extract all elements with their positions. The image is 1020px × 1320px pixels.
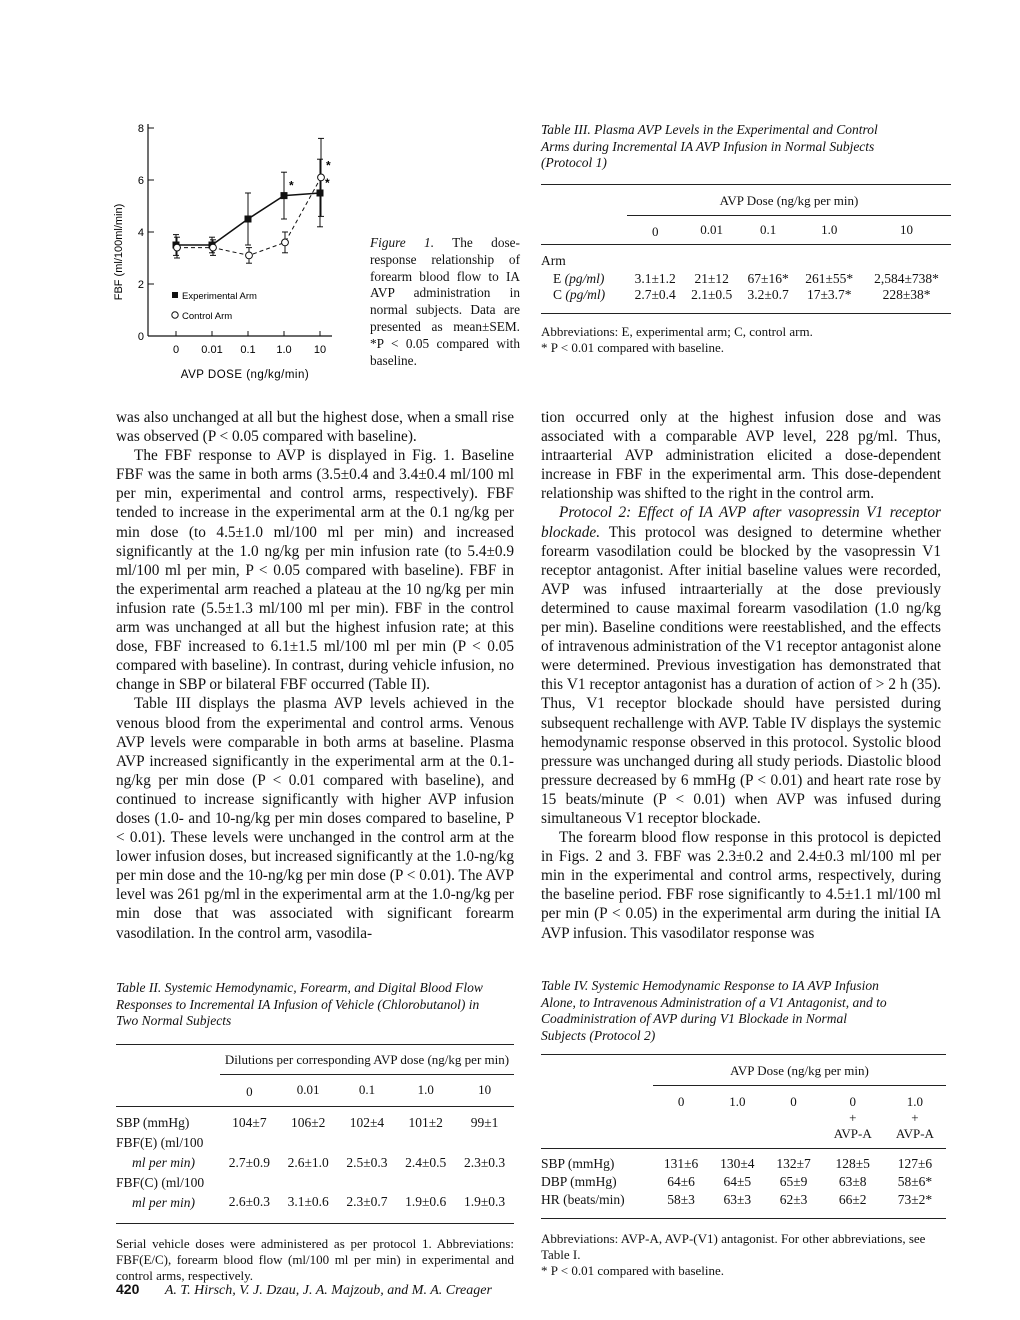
table-row bbox=[541, 287, 951, 314]
table-row bbox=[541, 1173, 946, 1191]
x-tick-label: 0 bbox=[172, 344, 180, 356]
row-label: C bbox=[553, 286, 563, 302]
table-4-caption: Table IV. Systemic Hemodynamic Response to IA AVP Infusion Alone, to Intravenous Administration of a V1 Antagonist, and to Coadministration of AVP during V1 Blockade in Normal Subjects (Protocol 2) bbox=[541, 978, 887, 1043]
table-cell: 66±2 bbox=[838, 1191, 867, 1207]
table-cell: 2.5±0.3 bbox=[346, 1154, 388, 1170]
left-column-text bbox=[116, 408, 514, 943]
table-2-dose: 1.0 bbox=[417, 1082, 434, 1097]
table-cell: 63±8 bbox=[838, 1174, 867, 1189]
table-4 bbox=[541, 978, 946, 1279]
y-tick-label: 8 bbox=[137, 123, 144, 135]
table-4-col-agent bbox=[653, 1126, 709, 1149]
experimental-data-point bbox=[281, 192, 288, 199]
table-cell: 2.3±0.7 bbox=[346, 1193, 388, 1209]
table-4-col-plus bbox=[709, 1110, 765, 1126]
table-cell: 3.2±0.7 bbox=[747, 286, 789, 302]
table-cell: 228±38* bbox=[882, 286, 931, 302]
table-3-grid bbox=[541, 184, 951, 324]
table-4-col-plus: + bbox=[849, 1110, 857, 1125]
table-row bbox=[541, 271, 951, 287]
experimental-data-point bbox=[317, 190, 324, 197]
control-data-point bbox=[318, 174, 325, 181]
y-tick-label: 0 bbox=[137, 331, 144, 343]
table-4-grid bbox=[541, 1054, 946, 1231]
figure-1-chart bbox=[100, 112, 365, 384]
table-3-dose: 0 bbox=[651, 223, 659, 239]
table-4-col-header: 1.0 bbox=[906, 1094, 924, 1109]
table-3-dose: 0.01 bbox=[700, 221, 724, 237]
table-2-dose: 0.01 bbox=[296, 1082, 320, 1097]
table-3-footnote: Abbreviations: E, experimental arm; C, control arm. bbox=[541, 323, 813, 339]
table-2-dose-row bbox=[116, 1074, 514, 1106]
x-tick-label: 1.0 bbox=[276, 344, 292, 356]
row-label: ml per min) bbox=[132, 1194, 195, 1210]
table-row bbox=[116, 1153, 514, 1173]
row-unit: (pg/ml) bbox=[565, 286, 606, 302]
table-cell: 58±6* bbox=[897, 1174, 933, 1189]
x-axis-label: AVP DOSE (ng/kg/min) bbox=[180, 369, 310, 381]
y-axis-label: FBF (ml/100ml/min) bbox=[113, 203, 125, 301]
table-4-col-top-row bbox=[541, 1086, 946, 1111]
table-cell: 127±6 bbox=[897, 1156, 933, 1171]
table-2-dose: 0 bbox=[246, 1083, 253, 1099]
table-2-grid bbox=[116, 1044, 514, 1236]
table-4-col-mid-row bbox=[541, 1110, 946, 1126]
y-tick-label: 4 bbox=[137, 227, 144, 239]
table-4-col-plus: + bbox=[911, 1110, 919, 1125]
table-4-col-header: 1.0 bbox=[729, 1094, 746, 1109]
table-cell: 2.6±1.0 bbox=[287, 1154, 329, 1170]
y-tick-label: 2 bbox=[137, 279, 144, 291]
running-authors: A. T. Hirsch, V. J. Dzau, J. A. Majzoub, and M. A. Creager bbox=[164, 1283, 492, 1298]
table-row bbox=[116, 1113, 514, 1133]
paragraph-text: This protocol was designed to determine whether forearm vasodilation could be blocked by the vasopressin V1 receptor antagonist. After initial baseline values were recorded, AVP was infused intraarterially at the dose previously determined to cause maximal forearm vasodilation (1.0 ng/kg per min). Baseline conditions were reestablished, and the effects of intravenous administration of the V1 receptor antagonist alone were determined. Previous investigation has demonstrated that this V1 receptor antagonist has a duration of action of > 2 h (35). Thus, V1 receptor blockade should have persisted during subsequent rechallenge with AVP. Table IV displays the systemic hemodynamic response observed in this protocol. Systolic blood pressure was unchanged during all study periods. Diastolic blood pressure decreased by 6 mmHg (P < 0.01) and heart rate rose by 15 beats/minute (P < 0.01) when AVP was infused during simultaneous V1 receptor blockade. bbox=[541, 523, 941, 827]
legend-filled-square-icon bbox=[172, 292, 178, 298]
table-2-caption: Table II. Systemic Hemodynamic, Forearm, and Digital Blood Flow Responses to Incremental IA Infusion of Vehicle (Chlorobutanol) in Two Normal Subjects bbox=[116, 980, 483, 1028]
paragraph: The forearm blood flow response in this protocol is depicted in Figs. 2 and 3. FBF was 2.3±0.2 and 2.4±0.3 ml/100 ml per min in the experimental and control arms, respectively, during the baseline period. FBF rose significantly to 4.5±1.1 ml/100 ml per min (P < 0.05) in the experimental arm during the initial IA AVP infusion. This vasodilator response was bbox=[541, 829, 941, 942]
table-3-dose: 10 bbox=[900, 221, 914, 237]
control-data-point bbox=[174, 244, 181, 251]
x-tick-label: 10 bbox=[313, 344, 327, 356]
table-3-arm-label: Arm bbox=[541, 252, 566, 268]
x-tick-label: 0.1 bbox=[240, 344, 256, 356]
table-cell: 1.9±0.3 bbox=[463, 1193, 506, 1209]
control-data-point bbox=[282, 239, 289, 246]
table-cell: 128±5 bbox=[835, 1156, 870, 1171]
figure-1-caption bbox=[370, 235, 520, 369]
table-cell: 2.1±0.5 bbox=[691, 286, 733, 302]
table-cell: 58±3 bbox=[667, 1191, 695, 1207]
row-label: E bbox=[553, 270, 562, 286]
table-cell: 104±7 bbox=[232, 1114, 267, 1130]
table-cell: 130±4 bbox=[720, 1156, 755, 1171]
table-row bbox=[541, 1155, 946, 1173]
table-cell: 2.7±0.9 bbox=[228, 1154, 270, 1170]
table-2-dose-header: Dilutions per corresponding AVP dose (ng/kg per min) bbox=[220, 1052, 514, 1075]
table-cell: 102±4 bbox=[349, 1114, 385, 1130]
table-4-dose-header: AVP Dose (ng/kg per min) bbox=[653, 1063, 946, 1086]
table-cell: 62±3 bbox=[779, 1191, 808, 1207]
table-3-caption: Table III. Plasma AVP Levels in the Experimental and Control Arms during Incremental IA AVP Infusion in Normal Subjects (Protocol 1) bbox=[541, 122, 878, 170]
paragraph: The FBF response to AVP is displayed in Fig. 1. Baseline FBF was the same in both arms (3.5±0.4 and 3.4±0.4 ml/100 ml per min, experimental and control arms, respectively). FBF tended to increase in the experimental arm at the 0.1 ng/kg per min dose (to 4.5±1.0 ml/100 ml per min) and increased significantly at the 1.0 ng/kg per min infusion rate (to 5.4±0.9 ml/100 ml per min, P < 0.05 compared with baseline). FBF in the experimental arm reached a plateau at the 10 ng/kg per min infusion rate (5.5±1.3 ml/100 ml per min). FBF in the control arm was unchanged at all but the highest infusion rate; at this dose, FBF increased to 6.1±1.5 ml/100 ml per min (P < 0.05 compared with baseline). In contrast, during vehicle infusion, no change in SBP or bilateral FBF occurred (Table II). bbox=[116, 447, 514, 694]
table-cell: 99±1 bbox=[470, 1114, 499, 1130]
table-4-col-agent bbox=[765, 1126, 821, 1149]
figure-1-caption-text: The dose-response relationship of forearm blood flow to IA AVP administration in normal subjects. Data are presented as mean±SEM. *P < 0.05 compared with baseline. bbox=[370, 235, 520, 368]
table-4-col-header: 0 bbox=[849, 1094, 856, 1109]
legend-experimental-label: Experimental Arm bbox=[182, 291, 257, 302]
control-data-point bbox=[246, 252, 253, 259]
table-cell: 65±9 bbox=[779, 1174, 808, 1189]
table-2 bbox=[116, 980, 514, 1284]
paragraph: was also unchanged at all but the highest dose, when a small rise was observed (P < 0.05 compared with baseline). bbox=[116, 409, 514, 446]
figure-1-caption-label: Figure 1. bbox=[370, 235, 435, 250]
legend bbox=[172, 291, 257, 322]
table-cell: 261±55* bbox=[805, 270, 854, 286]
table-4-col-agent bbox=[709, 1126, 765, 1149]
row-label: DBP (mmHg) bbox=[541, 1174, 617, 1189]
row-label: ml per min) bbox=[132, 1154, 195, 1170]
x-tick-label: 0.01 bbox=[201, 344, 223, 356]
table-row bbox=[541, 1191, 946, 1219]
table-cell: 106±2 bbox=[290, 1114, 326, 1130]
paragraph bbox=[541, 503, 941, 828]
legend-control-label: Control Arm bbox=[182, 311, 233, 322]
row-label: SBP (mmHg) bbox=[116, 1114, 190, 1130]
table-4-col-agent: AVP-A bbox=[895, 1126, 934, 1141]
table-cell: 17±3.7* bbox=[806, 286, 852, 302]
table-4-col-header: 0 bbox=[790, 1094, 797, 1109]
row-label: FBF(C) (ml/100 bbox=[116, 1174, 205, 1190]
table-4-col-bot-row bbox=[541, 1126, 946, 1149]
table-cell: 63±3 bbox=[723, 1191, 752, 1207]
table-cell: 1.9±0.6 bbox=[405, 1193, 447, 1209]
table-cell: 3.1±0.6 bbox=[287, 1193, 329, 1209]
row-label: SBP (mmHg) bbox=[541, 1156, 615, 1171]
table-cell: 132±7 bbox=[776, 1156, 811, 1171]
table-cell: 21±12 bbox=[694, 270, 729, 286]
significance-star: * bbox=[326, 158, 331, 173]
table-2-footnote: Serial vehicle doses were administered as per protocol 1. Abbreviations: FBF(E/C), forearm blood flow (ml/100 ml per min) in experimental and control arms, respectively. bbox=[116, 1235, 514, 1283]
right-column-text bbox=[541, 408, 941, 943]
table-2-dose: 10 bbox=[478, 1082, 492, 1097]
table-row bbox=[116, 1193, 514, 1224]
significance-star: * bbox=[325, 176, 330, 190]
table-3 bbox=[541, 122, 951, 356]
table-cell: 2,584±738* bbox=[874, 270, 939, 286]
table-cell: 131±6 bbox=[663, 1156, 699, 1171]
table-4-footnote: * P < 0.01 compared with baseline. bbox=[541, 1263, 725, 1278]
table-cell: 67±16* bbox=[747, 270, 789, 286]
table-cell: 73±2* bbox=[897, 1191, 933, 1207]
row-label: HR (beats/min) bbox=[541, 1192, 625, 1207]
row-label: FBF(E) (ml/100 bbox=[116, 1134, 204, 1150]
y-tick-label: 6 bbox=[137, 175, 144, 187]
paragraph: Table III displays the plasma AVP levels achieved in the venous blood from the experimental and control arms. Venous AVP levels were comparable in both arms at baseline. Plasma AVP increased significantly in the experimental arm at the 0.1-ng/kg per min dose (P < 0.01 compared with baseline), and continued to increase significantly with higher AVP infusion doses (1.0- and 10-ng/kg per min doses compared to baseline, P < 0.01). These levels were unchanged in the control arm at the lower infusion doses, but increased significantly at the 1.0-ng/kg per min dose and the 10-ng/kg per min dose (P < 0.01). The AVP level was 261 pg/ml in the experimental arm at the 1.0-ng/kg per min dose that was associated with significant forearm vasodilation. In the control arm, vasodila- bbox=[116, 695, 514, 942]
table-cell: 2.3±0.3 bbox=[463, 1154, 506, 1170]
table-cell: 2.6±0.3 bbox=[228, 1193, 270, 1209]
section-heading: Protocol 2: Effect of IA AVP after vasopressin V1 receptor blockade. bbox=[541, 504, 941, 541]
row-unit: (pg/ml) bbox=[564, 270, 605, 286]
table-3-footnote: * P < 0.01 compared with baseline. bbox=[541, 339, 725, 355]
page-footer bbox=[116, 1281, 492, 1299]
paragraph: tion occurred only at the highest infusion dose and was associated with a comparable AVP level, 228 pg/ml. Thus, intraarterial AVP administration elicited a dose-dependent increase in FBF in the experimental arm. This dose-dependent relationship was shifted to the right in the control arm. bbox=[541, 409, 941, 503]
experimental-data-point bbox=[245, 216, 252, 223]
table-4-footnote: Abbreviations: AVP-A, AVP-(V1) antagonist. For other abbreviations, see Table I. bbox=[541, 1231, 926, 1262]
table-cell: 2.7±0.4 bbox=[634, 286, 676, 302]
table-3-dose: 0.1 bbox=[760, 221, 777, 237]
table-3-dose-row bbox=[541, 215, 951, 244]
control-data-point bbox=[210, 244, 217, 251]
table-4-col-agent: AVP-A bbox=[833, 1126, 872, 1141]
table-3-dose-header: AVP Dose (ng/kg per min) bbox=[627, 193, 951, 216]
table-cell: 64±6 bbox=[667, 1174, 695, 1189]
table-2-dose: 0.1 bbox=[358, 1082, 376, 1097]
legend-open-circle-icon bbox=[172, 312, 178, 318]
table-cell: 2.4±0.5 bbox=[405, 1154, 447, 1170]
table-cell: 64±5 bbox=[723, 1174, 752, 1189]
figure-1 bbox=[100, 112, 365, 384]
table-4-col-plus bbox=[765, 1110, 821, 1126]
table-3-dose: 1.0 bbox=[821, 221, 838, 237]
table-cell: 101±2 bbox=[408, 1114, 443, 1130]
page-number: 420 bbox=[116, 1281, 140, 1297]
table-4-col-header: 0 bbox=[677, 1094, 685, 1109]
table-cell: 3.1±1.2 bbox=[634, 270, 676, 286]
table-4-col-plus bbox=[653, 1110, 709, 1126]
significance-star: * bbox=[289, 178, 294, 193]
